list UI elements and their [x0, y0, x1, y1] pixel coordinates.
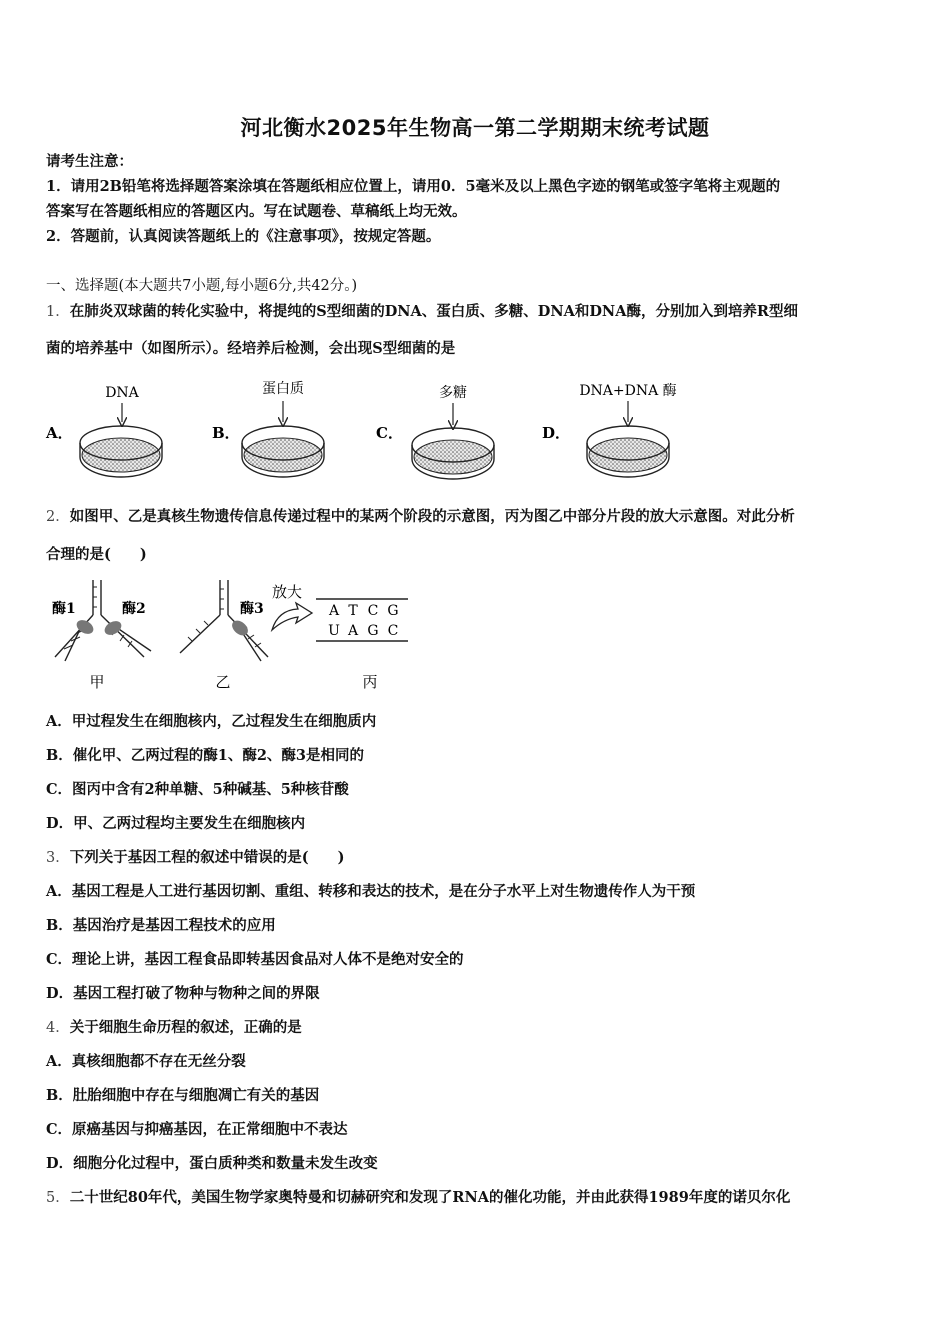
exam-title: 河北衡水2025年生物高一第二学期期末统考试题 [240, 116, 710, 140]
petri-dish-icon [587, 426, 669, 477]
option-b-label: 蛋白质 [262, 381, 304, 397]
enzyme-2-label: 酶2 [122, 601, 146, 617]
base-top-3: C [367, 603, 379, 619]
q4-option-b[interactable]: B．肚胎细胞中存在与细胞凋亡有关的基因 [46, 1087, 320, 1104]
notice-item-2: 2．答题前，认真阅读答题纸上的《注意事项》，按规定答题。 [46, 228, 441, 245]
q4-option-c[interactable]: C．原癌基因与抑癌基因，在正常细胞中不表达 [46, 1121, 348, 1138]
q1-stem-line-2: 菌的培养基中（如图所示）。经培养后检测，会出现S型细菌的是 [46, 340, 456, 357]
q1-number: 1． [46, 304, 70, 320]
petri-dish-icon [412, 428, 494, 479]
q3-stem-text: 下列关于基因工程的叙述中错误的是( ) [69, 849, 345, 866]
q2-stem-text-1: 如图甲、乙是真核生物遗传信息传递过程中的某两个阶段的示意图，丙为图乙中部分片段的放大示意图。对此分析 [69, 508, 795, 525]
base-bottom-4: C [387, 623, 399, 639]
figure-yi [180, 580, 268, 691]
base-bottom-1: U [328, 623, 340, 639]
base-bottom-3: G [367, 623, 379, 639]
q3-option-d[interactable]: D．基因工程打破了物种与物种之间的界限 [46, 985, 320, 1002]
option-a-dish[interactable] [45, 385, 162, 477]
q2-option-a[interactable]: A．甲过程发生在细胞核内，乙过程发生在细胞质内 [46, 713, 377, 730]
q4-number: 4． [46, 1020, 70, 1036]
amplify-arrow-icon [272, 583, 312, 630]
label-bing: 丙 [362, 673, 378, 691]
q5-number: 5． [46, 1190, 70, 1206]
q3-option-c[interactable]: C．理论上讲，基因工程食品即转基因食品对人体不是绝对安全的 [46, 951, 464, 968]
q3-option-a[interactable]: A．基因工程是人工进行基因切割、重组、转移和表达的技术，是在分子水平上对生物遗传作人为干预 [46, 883, 696, 900]
q2-stem-line-2: 合理的是( ) [46, 546, 147, 563]
q2-option-d[interactable]: D．甲、乙两过程均主要发生在细胞核内 [46, 815, 306, 832]
option-a-label: DNA [105, 385, 139, 401]
q4-stem-text: 关于细胞生命历程的叙述，正确的是 [69, 1019, 302, 1036]
base-top-2: T [348, 603, 358, 619]
option-d-dish[interactable] [542, 383, 677, 477]
amplify-label: 放大 [272, 583, 303, 601]
q4-option-d[interactable]: D．细胞分化过程中，蛋白质种类和数量未发生改变 [46, 1155, 378, 1172]
notice-item-1-line-1: 1．请用2B铅笔将选择题答案涂填在答题纸相应位置上，请用0．5毫米及以上黑色字迹的钢笔或签字笔将主观题的 [46, 178, 781, 195]
petri-dish-icon [80, 426, 162, 477]
q5-stem-text-1: 二十世纪80年代，美国生物学家奥特曼和切赫研究和发现了RNA的催化功能，并由此获得1989年度的诺贝尔化 [69, 1189, 791, 1206]
option-c-label: 多糖 [439, 385, 467, 401]
base-top-1: A [328, 603, 340, 619]
q5-stem-line-1 [46, 1188, 916, 1208]
option-d-label: DNA+DNA 酶 [579, 383, 677, 399]
q1-stem-text-1: 在肺炎双球菌的转化实验中，将提纯的S型细菌的DNA、蛋白质、多糖、DNA和DNA酶，分别加入到培养R型细 [69, 303, 798, 320]
q1-petri-dish-figure [40, 375, 700, 495]
section-heading: 一、选择题(本大题共7小题,每小题6分,共42分。) [46, 278, 358, 294]
label-yi: 乙 [215, 673, 231, 691]
q2-replication-figure [40, 575, 420, 695]
q2-option-c[interactable]: C．图丙中含有2种单糖、5种碱基、5种核苷酸 [46, 781, 349, 798]
notice-heading: 请考生注意： [46, 153, 133, 170]
base-bottom-2: A [347, 623, 359, 639]
q3-number: 3． [46, 850, 70, 866]
figure-jia [52, 580, 151, 691]
option-a-letter: A． [46, 424, 73, 442]
q1-stem-line-1 [46, 302, 916, 322]
q3-stem [46, 848, 916, 868]
option-b-letter: B． [212, 424, 240, 442]
option-c-letter: C． [376, 424, 403, 442]
option-c-dish[interactable] [376, 384, 494, 479]
q2-number: 2． [46, 509, 70, 525]
enzyme-1-label: 酶1 [52, 601, 76, 617]
q2-stem-line-1 [46, 507, 916, 527]
q2-option-b[interactable]: B．催化甲、乙两过程的酶1、酶2、酶3是相同的 [46, 747, 365, 764]
petri-dish-icon [242, 426, 324, 477]
enzyme-3-label: 酶3 [240, 601, 264, 617]
notice-item-1-line-2: 答案写在答题纸相应的答题区内。写在试题卷、草稿纸上均无效。 [46, 203, 467, 220]
option-b-dish[interactable] [212, 381, 324, 477]
option-d-letter: D． [542, 424, 571, 442]
label-jia: 甲 [89, 673, 105, 691]
figure-bing [316, 599, 408, 691]
q3-option-b[interactable]: B．基因治疗是基因工程技术的应用 [46, 917, 276, 934]
q4-option-a[interactable]: A．真核细胞都不存在无丝分裂 [46, 1053, 246, 1070]
q4-stem [46, 1018, 916, 1038]
base-top-4: G [387, 603, 399, 619]
